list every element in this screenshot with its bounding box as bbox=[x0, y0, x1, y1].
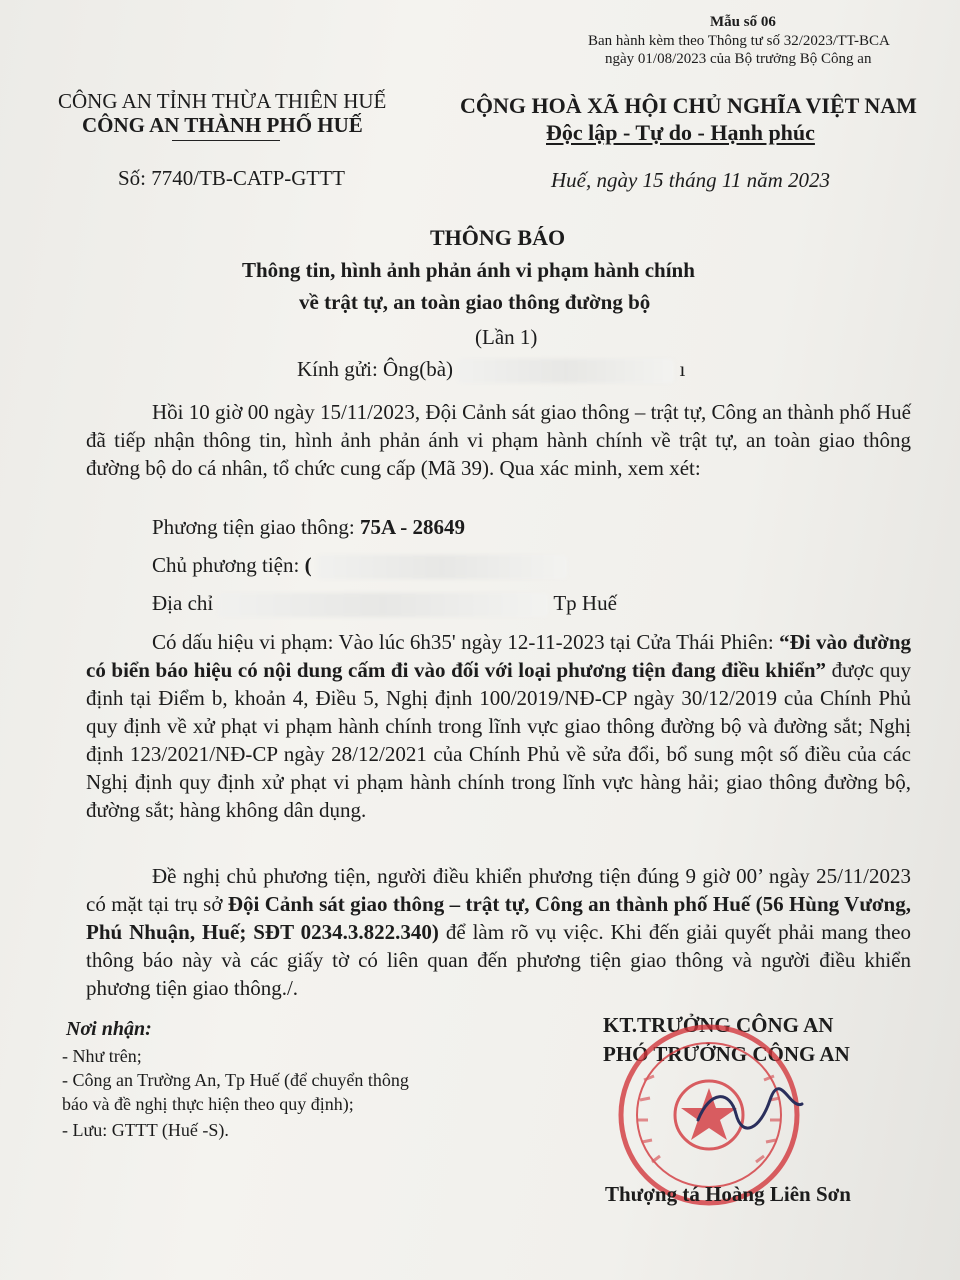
vehicle-address-label: Địa chỉ bbox=[152, 591, 214, 615]
vehicle-owner-line bbox=[152, 553, 567, 579]
recipients-title: Nơi nhận: bbox=[66, 1018, 152, 1040]
national-title: CỘNG HOÀ XÃ HỘI CHỦ NGHĨA VIỆT NAM bbox=[460, 93, 917, 118]
document-subtitle-2: về trật tự, an toàn giao thông đường bộ bbox=[299, 290, 651, 314]
redacted-name bbox=[458, 359, 674, 383]
violation-act: “Đi vào đường có biển báo hiệu có nội dung cấm đi vào đối với loại phương tiện đang điều khiển” bbox=[86, 630, 912, 682]
vehicle-address-line bbox=[152, 591, 617, 617]
vehicle-plate-label: Phương tiện giao thông: bbox=[152, 515, 360, 539]
intro-text: Hồi 10 giờ 00 ngày 15/11/2023, Đội Cảnh sát giao thông – trật tự, Công an thành phố Huế đã tiếp nhận thông tin, hình ảnh phản ánh vi phạm hành chính về trật tự, an toàn giao thông đường bộ do cá nhân, tổ chức cung cấp (Mã 39). Qua xác minh, xem xét: bbox=[86, 400, 911, 480]
request-rest: để làm rõ vụ việc. Khi đến giải quyết phải mang theo thông báo này và các giấy tờ có liên quan đến phương tiện giao thông và người điều khiển phương tiện giao thông./. bbox=[86, 920, 912, 1000]
form-number: Mẫu số 06 bbox=[710, 14, 776, 30]
document-title: THÔNG BÁO bbox=[430, 225, 566, 250]
recipients-item: - Lưu: GTTT (Huế -S). bbox=[62, 1120, 229, 1140]
signature-line-2: PHÓ TRƯỞNG CÔNG AN bbox=[603, 1042, 850, 1066]
recipient-tail: ı bbox=[679, 357, 686, 381]
vehicle-plate: 75A - 28649 bbox=[359, 515, 465, 539]
recipients-item: - Công an Trường An, Tp Huế (để chuyển thông bbox=[62, 1070, 409, 1090]
signer-name: Thượng tá Hoàng Liên Sơn bbox=[605, 1182, 851, 1206]
violation-lead: Có dấu hiệu vi phạm: Vào lúc 6h35' ngày 12-11-2023 tại Cửa Thái Phiên: bbox=[152, 630, 780, 654]
handwritten-signature-icon bbox=[690, 1080, 810, 1140]
redacted-owner bbox=[317, 555, 567, 579]
form-issued-with: Ban hành kèm theo Thông tư số 32/2023/TT-BCA bbox=[588, 33, 890, 49]
violation-rest: được quy định tại Điểm b, khoản 4, Điều 5, Nghị định 100/2019/NĐ-CP ngày 30/12/2019 của Chính Phủ quy định về xử phạt vi phạm hành chính trong lĩnh vực giao thông đường bộ và đường sắt; Nghị định 123/2021/NĐ-CP ngày 28/12/2021 của Chính Phủ về sửa đổi, bổ sung một số điều của các Nghị định quy định xử phạt vi phạm hành chính trong lĩnh vực hàng hải; giao thông đường bộ, đường sắt; hàng không dân dụng. bbox=[86, 658, 911, 822]
request-lead: Đề nghị chủ phương tiện, người điều khiển phương tiện đúng 9 giờ 00’ ngày 25/11/2023 có mặt tại trụ sở bbox=[86, 864, 911, 916]
recipient-label: Kính gửi: Ông(bà) bbox=[297, 357, 454, 381]
signature-line-1: KT.TRƯỞNG CÔNG AN bbox=[603, 1013, 834, 1037]
recipient-line bbox=[297, 357, 685, 383]
national-motto: Độc lập - Tự do - Hạnh phúc bbox=[546, 120, 815, 145]
document-number: Số: 7740/TB-CATP-GTTT bbox=[118, 166, 345, 190]
form-issued-date: ngày 01/08/2023 của Bộ trưởng Bộ Công an bbox=[605, 51, 872, 67]
recipients-item: báo và đề nghị thực hiện theo quy định); bbox=[62, 1094, 354, 1114]
request-paragraph bbox=[86, 862, 911, 1002]
recipients-item: - Như trên; bbox=[62, 1046, 142, 1066]
agency-parent: CÔNG AN TỈNH THỪA THIÊN HUẾ bbox=[58, 89, 387, 113]
document-subtitle-1: Thông tin, hình ảnh phản ánh vi phạm hành chính bbox=[242, 258, 695, 282]
agency-underline bbox=[172, 140, 280, 141]
intro-paragraph bbox=[86, 398, 911, 482]
vehicle-owner-partial: ( bbox=[304, 553, 312, 577]
vehicle-address-tail: Tp Huế bbox=[553, 591, 617, 615]
redacted-address bbox=[218, 593, 548, 617]
vehicle-plate-line bbox=[152, 515, 465, 540]
vehicle-owner-label: Chủ phương tiện: bbox=[152, 553, 305, 577]
agency-name: CÔNG AN THÀNH PHỐ HUẾ bbox=[82, 113, 363, 137]
document-round: (Lần 1) bbox=[475, 325, 538, 349]
place-date: Huế, ngày 15 tháng 11 năm 2023 bbox=[551, 168, 830, 192]
request-office: Đội Cảnh sát giao thông – trật tự, Công an thành phố Huế (56 Hùng Vương, Phú Nhuận, Huế; SĐT 0234.3.822.340) bbox=[86, 892, 911, 944]
violation-paragraph bbox=[86, 628, 911, 824]
